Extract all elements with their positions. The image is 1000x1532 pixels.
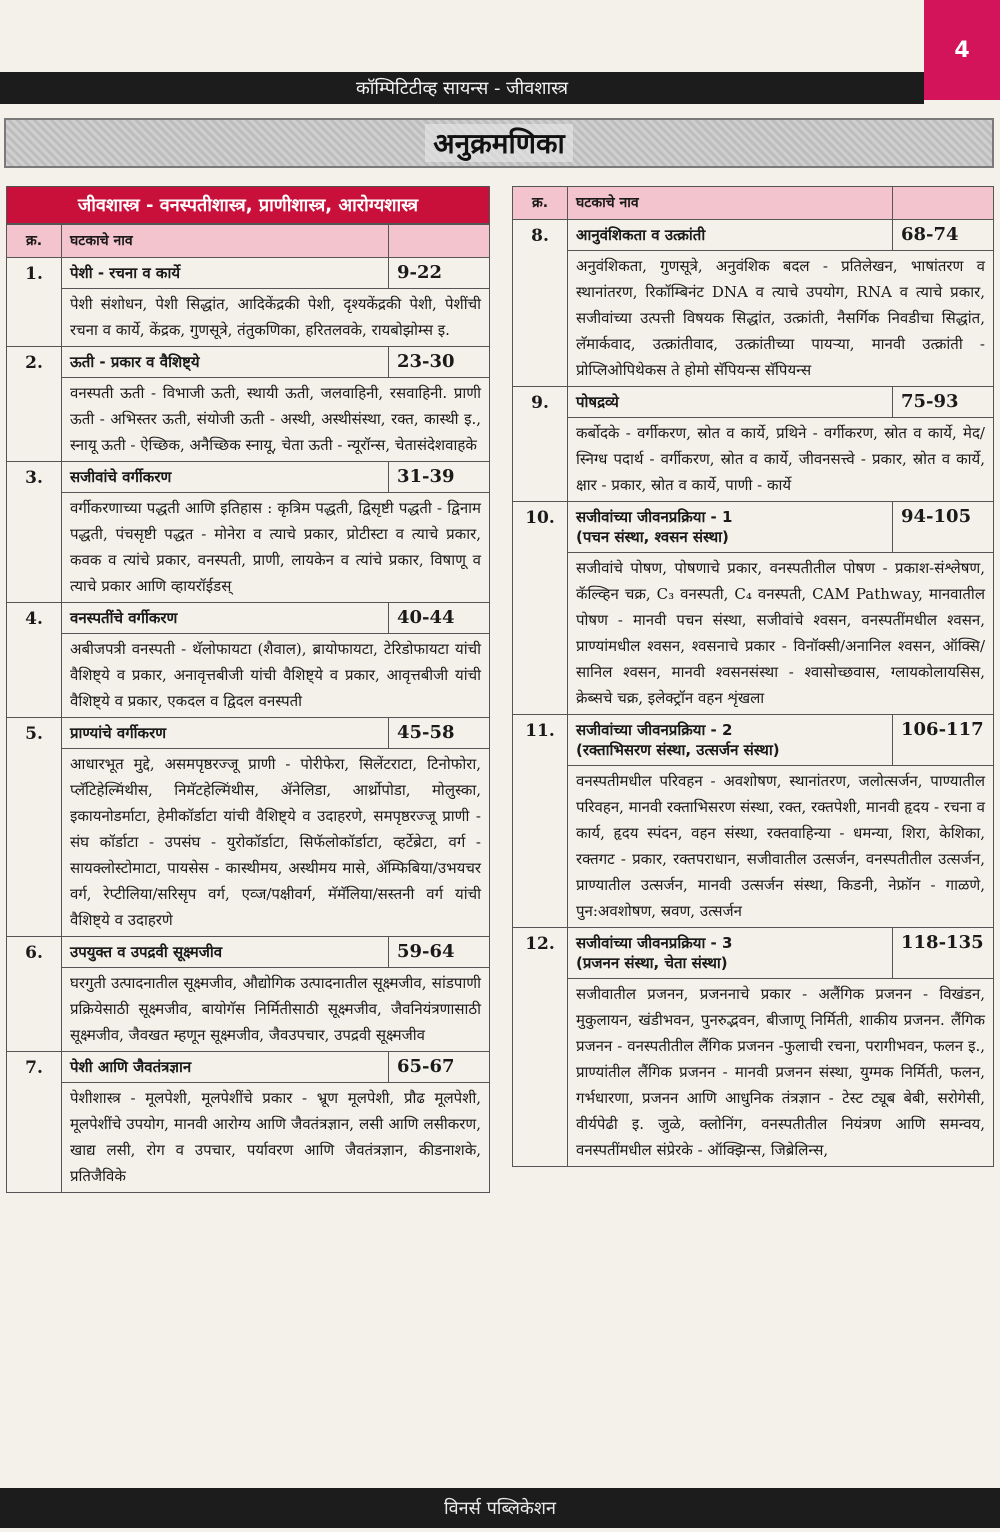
chapter-topics: सजीवांचे पोषण, पोषणाचे प्रकार, वनस्पतीतील पोषण - प्रकाश-संश्लेषण, कॅल्व्हिन चक्र, C₃ वनस्पती, C₄ वनस्पती, CAM Pathway, मानवातील पोषण - मानवी पचन संस्था, सजीवांचे श्‍वसन, वनस्पतींमधील श्‍वसन, प्राण्यांमधील श्‍वसन, श्‍वसनाचे प्रकार - विनॉक्सी/अनानिल श्‍वसन, ऑक्सि/सानिल श्‍वसन, मानवी श्‍वसनसंस्था - श्‍वासोच्छवास, ग्लायकोलायसिस, क्रेब्सचे चक्र, इलेक्ट्रॉन वहन शृंखला — [568, 553, 994, 715]
chapter-pages: 31-39 — [389, 462, 490, 493]
chapter-name-cell — [568, 502, 893, 553]
chapter-number: 11. — [513, 715, 568, 928]
chapter-row — [7, 462, 490, 493]
chapter-name-cell — [62, 462, 389, 493]
header-pages — [893, 187, 994, 220]
chapter-name: सजीवांच्या जीवनप्रक्रिया - 3 — [576, 934, 733, 952]
title-banner — [4, 118, 994, 168]
right-toc-table — [512, 186, 994, 1167]
chapter-name: प्राण्यांचे वर्गीकरण — [70, 724, 167, 742]
chapter-row — [513, 715, 994, 766]
chapter-pages: 106-117 — [893, 715, 994, 766]
topic-row — [7, 749, 490, 937]
chapter-name: ऊती - प्रकार व वैशिष्ट्ये — [70, 353, 200, 371]
left-toc-body — [7, 258, 490, 1193]
topic-row — [7, 289, 490, 347]
right-toc-body — [513, 220, 994, 1167]
chapter-pages: 68-74 — [893, 220, 994, 251]
topic-row — [513, 418, 994, 502]
chapter-row — [7, 937, 490, 968]
chapter-name: सजीवांचे वर्गीकरण — [70, 468, 172, 486]
chapter-number: 5. — [7, 718, 62, 937]
chapter-row — [7, 1052, 490, 1083]
topic-row — [7, 1083, 490, 1193]
chapter-pages: 65-67 — [389, 1052, 490, 1083]
table-header-row — [513, 187, 994, 220]
chapter-name: पोषद्रव्ये — [576, 393, 619, 411]
chapter-number: 7. — [7, 1052, 62, 1193]
chapter-number: 4. — [7, 603, 62, 718]
left-toc-table — [6, 224, 490, 1193]
chapter-topics: सजीवातील प्रजनन, प्रजननाचे प्रकार - अलैंगिक प्रजनन - विखंडन, मुकुलायन, खंडीभवन, पुनरुद्भवन, बीजाणू निर्मिती, शाकीय प्रजनन. लैंगिक प्रजनन - वनस्पतीतील लैंगिक प्रजनन -फुलाची रचना, परागीभवन, फलन इ., प्राण्यांतील लैंगिक प्रजनन - मानवी प्रजनन संस्था, युग्मक निर्मिती, फलन, गर्भधारणा, प्रजनन आणि आधुनिक तंत्रज्ञान - टेस्ट ट्यूब बेबी, सरोगेसी, वीर्यपेढी इ. जुळे, क्लोनिंग, वनस्पतीतील नियंत्रण आणि समन्वय, वनस्पतींमधील संप्रेरके - ऑक्झिन्स, जिब्रेलिन्स, — [568, 979, 994, 1167]
chapter-name-cell — [62, 258, 389, 289]
chapter-name: आनुवंशिकता व उत्क्रांती — [576, 226, 706, 244]
chapter-name: उपयुक्त व उपद्रवी सूक्ष्मजीव — [70, 943, 223, 961]
left-column — [6, 186, 490, 1193]
chapter-row — [513, 928, 994, 979]
table-header-row — [7, 225, 490, 258]
chapter-name-cell — [62, 1052, 389, 1083]
topic-row — [7, 634, 490, 718]
page-title: अनुक्रमणिका — [425, 124, 572, 162]
topic-row — [513, 553, 994, 715]
chapter-number: 2. — [7, 347, 62, 462]
header-name: घटकाचे नाव — [62, 225, 389, 258]
header-name: घटकाचे नाव — [568, 187, 893, 220]
chapter-name: वनस्पतींचे वर्गीकरण — [70, 609, 178, 627]
topic-row — [7, 968, 490, 1052]
chapter-topics: घरगुती उत्पादनातील सूक्ष्मजीव, औद्योगिक उत्पादनातील सूक्ष्मजीव, सांडपाणी प्रक्रियेसाठी सूक्ष्मजीव, बायोगॅस निर्मितीसाठी सूक्ष्मजीव, जैवनियंत्रणासाठी सूक्ष्मजीव, जैवखत म्हणून सूक्ष्मजीव, जैवउपचार, उपद्रवी सूक्ष्मजीव — [62, 968, 490, 1052]
chapter-name-cell — [62, 937, 389, 968]
chapter-name: सजीवांच्या जीवनप्रक्रिया - 2 — [576, 721, 733, 739]
chapter-number: 1. — [7, 258, 62, 347]
topic-row — [7, 493, 490, 603]
page-number: 4 — [924, 0, 1000, 100]
chapter-pages: 40-44 — [389, 603, 490, 634]
chapter-pages: 118-135 — [893, 928, 994, 979]
chapter-name-cell — [62, 347, 389, 378]
chapter-pages: 75-93 — [893, 387, 994, 418]
chapter-pages: 45-58 — [389, 718, 490, 749]
chapter-number: 3. — [7, 462, 62, 603]
chapter-name-cell — [62, 718, 389, 749]
chapter-row — [7, 603, 490, 634]
chapter-topics: अबीजपत्री वनस्पती - थॅलोफायटा (शैवाल), ब्रायोफायटा, टेरिडोफायटा यांची वैशिष्ट्ये व प्रकार, अनावृत्तबीजी यांची वैशिष्ट्ये व प्रकार, आवृत्तबीजी यांची वैशिष्ट्ये व प्रकार, एकदल व द्विदल वनस्पती — [62, 634, 490, 718]
chapter-subtitle: (पचन संस्था, श्‍वसन संस्था) — [576, 528, 729, 546]
chapter-topics: वनस्पती ऊती - विभाजी ऊती, स्थायी ऊती, जलवाहिनी, रसवाहिनी. प्राणी ऊती - अभिस्तर ऊती, संयोजी ऊती - अस्थी, अस्थीसंस्था, रक्त, कास्थी इ., स्नायू ऊती - ऐच्छिक, अनैच्छिक स्नायू, चेता ऊती - न्यूरॉन्स, चेतासंदेशवाहके — [62, 378, 490, 462]
chapter-name-cell — [568, 715, 893, 766]
chapter-topics: पेशीशास्त्र - मूलपेशी, मूलपेशींचे प्रकार - भ्रूण मूलपेशी, प्रौढ मूलपेशी, मूलपेशींचे उपयोग, मानवी आरोग्य आणि जैवतंत्रज्ञान, लसी आणि लसीकरण, खाद्य लसी, रोग व उपचार, पर्यावरण आणि जैवतंत्रज्ञान, कीडनाशके, प्रतिजैविके — [62, 1083, 490, 1193]
running-header: कॉम्पिटिटीव्ह सायन्स - जीवशास्त्र — [0, 72, 924, 104]
chapter-topics: पेशी संशोधन, पेशी सिद्धांत, आदिकेंद्रकी पेशी, दृश्यकेंद्रकी पेशी, पेशींची रचना व कार्ये, केंद्रक, गुणसूत्रे, तंतुकणिका, हरितलवके, रायबोझोम्स इ. — [62, 289, 490, 347]
topic-row — [513, 766, 994, 928]
chapter-number: 12. — [513, 928, 568, 1167]
publisher-footer: विनर्स पब्लिकेशन — [0, 1488, 1000, 1528]
chapter-subtitle: (रक्ताभिसरण संस्था, उत्सर्जन संस्था) — [576, 741, 780, 759]
chapter-row — [7, 347, 490, 378]
chapter-number: 8. — [513, 220, 568, 387]
chapter-pages: 9-22 — [389, 258, 490, 289]
chapter-number: 9. — [513, 387, 568, 502]
chapter-topics: वर्गीकरणाच्या पद्धती आणि इतिहास : कृत्रिम पद्धती, द्विसृष्टी पद्धती - द्विनाम पद्धती, पंचसृष्टी पद्धत - मोनेरा व त्याचे प्रकार, प्रोटीस्टा व त्याचे प्रकार, कवक व त्यांचे प्रकार, वनस्पती, प्राणी, लायकेन व त्यांचे प्रकार, विषाणू व त्याचे प्रकार आणि व्हायरॉईडस् — [62, 493, 490, 603]
chapter-row — [513, 387, 994, 418]
chapter-name-cell — [568, 220, 893, 251]
chapter-name: पेशी आणि जैवतंत्रज्ञान — [70, 1058, 192, 1076]
chapter-pages: 94-105 — [893, 502, 994, 553]
chapter-number: 10. — [513, 502, 568, 715]
chapter-pages: 23-30 — [389, 347, 490, 378]
chapter-name-cell — [62, 603, 389, 634]
header-number: क्र. — [513, 187, 568, 220]
topic-row — [513, 251, 994, 387]
chapter-subtitle: (प्रजनन संस्था, चेता संस्था) — [576, 954, 728, 972]
header-number: क्र. — [7, 225, 62, 258]
chapter-row — [513, 220, 994, 251]
chapter-name-cell — [568, 928, 893, 979]
header-pages — [389, 225, 490, 258]
section-title: जीवशास्त्र - वनस्पतीशास्त्र, प्राणीशास्त्र, आरोग्यशास्त्र — [6, 186, 490, 224]
chapter-pages: 59-64 — [389, 937, 490, 968]
chapter-row — [7, 258, 490, 289]
chapter-name: सजीवांच्या जीवनप्रक्रिया - 1 — [576, 508, 733, 526]
chapter-topics: वनस्पतीमधील परिवहन - अवशोषण, स्थानांतरण, जलोत्सर्जन, पाण्यातील परिवहन, मानवी रक्ताभिसरण संस्था, रक्त, रक्तपेशी, मानवी हृदय - रचना व कार्य, हृदय स्पंदन, वहन संस्था, रक्तवाहिन्या - धमन्या, शिरा, केशिका, रक्तगट - प्रकार, रक्तपराधान, सजीवातील उत्सर्जन, वनस्पतीतील उत्सर्जन, प्राण्यातील उत्सर्जन, मानवी उत्सर्जन संस्था, किडनी, नेफ्रॉन - गाळणे, पुन:अवशोषण, स्रवण, उत्सर्जन — [568, 766, 994, 928]
chapter-topics: आधारभूत मुद्दे, असमपृष्ठरज्जू प्राणी - पोरीफेरा, सिलेंटराटा, टिनोफोरा, प्लॅटिहेल्मिंथीस, निमॅटहेल्मिंथीस, ॲनेलिडा, आर्थ्रोपोडा, मोलुस्का, इकायनोडर्माटा, हेमीकॉर्डाटा यांची वैशिष्ट्ये व उदाहरणे, समपृष्ठरज्जू प्राणी - संघ कॉर्डाटा - उपसंघ - युरोकॉर्डाटा, सिफॅलोकॉर्डाटा, व्हर्टेब्रेटा, वर्ग - सायक्लोस्टोमाटा, पायसेस - कास्थीमय, अस्थीमय मासे, ॲम्फिबिया/उभयचर वर्ग, रेप्टीलिया/सरिसृप वर्ग, एव्ज/पक्षीवर्ग, मॅमॅलिया/सस्तनी वर्ग यांची वैशिष्ट्ये व उदाहरणे — [62, 749, 490, 937]
topic-row — [513, 979, 994, 1167]
chapter-row — [513, 502, 994, 553]
chapter-number: 6. — [7, 937, 62, 1052]
right-column — [512, 186, 994, 1167]
chapter-row — [7, 718, 490, 749]
chapter-topics: कर्बोदके - वर्गीकरण, स्रोत व कार्ये, प्रथिने - वर्गीकरण, स्रोत व कार्ये, मेद/स्निग्ध पदार्थ - वर्गीकरण, स्रोत व कार्ये, जीवनसत्त्वे - प्रकार, स्रोत व कार्ये, क्षार - प्रकार, स्रोत व कार्ये, पाणी - कार्ये — [568, 418, 994, 502]
chapter-name: पेशी - रचना व कार्ये — [70, 264, 181, 282]
chapter-topics: अनुवंशिकता, गुणसूत्रे, अनुवंशिक बदल - प्रतिलेखन, भाषांतरण व स्थानांतरण, रिकॉम्बिनंट DNA व त्याचे उपयोग, RNA व त्याचे प्रकार, सजीवांच्या उत्पत्ती विषयक सिद्धांत, उत्क्रांती, नैसर्गिक निवडीचा सिद्धांत, लॅमार्कवाद, उत्क्रांतीवाद, उत्क्रांतीच्या पायऱ्या, मानवी उत्क्रांती - प्रोप्लिओपिथेकस ते होमो सॅपियन्स सॅपियन्स — [568, 251, 994, 387]
topic-row — [7, 378, 490, 462]
chapter-name-cell — [568, 387, 893, 418]
